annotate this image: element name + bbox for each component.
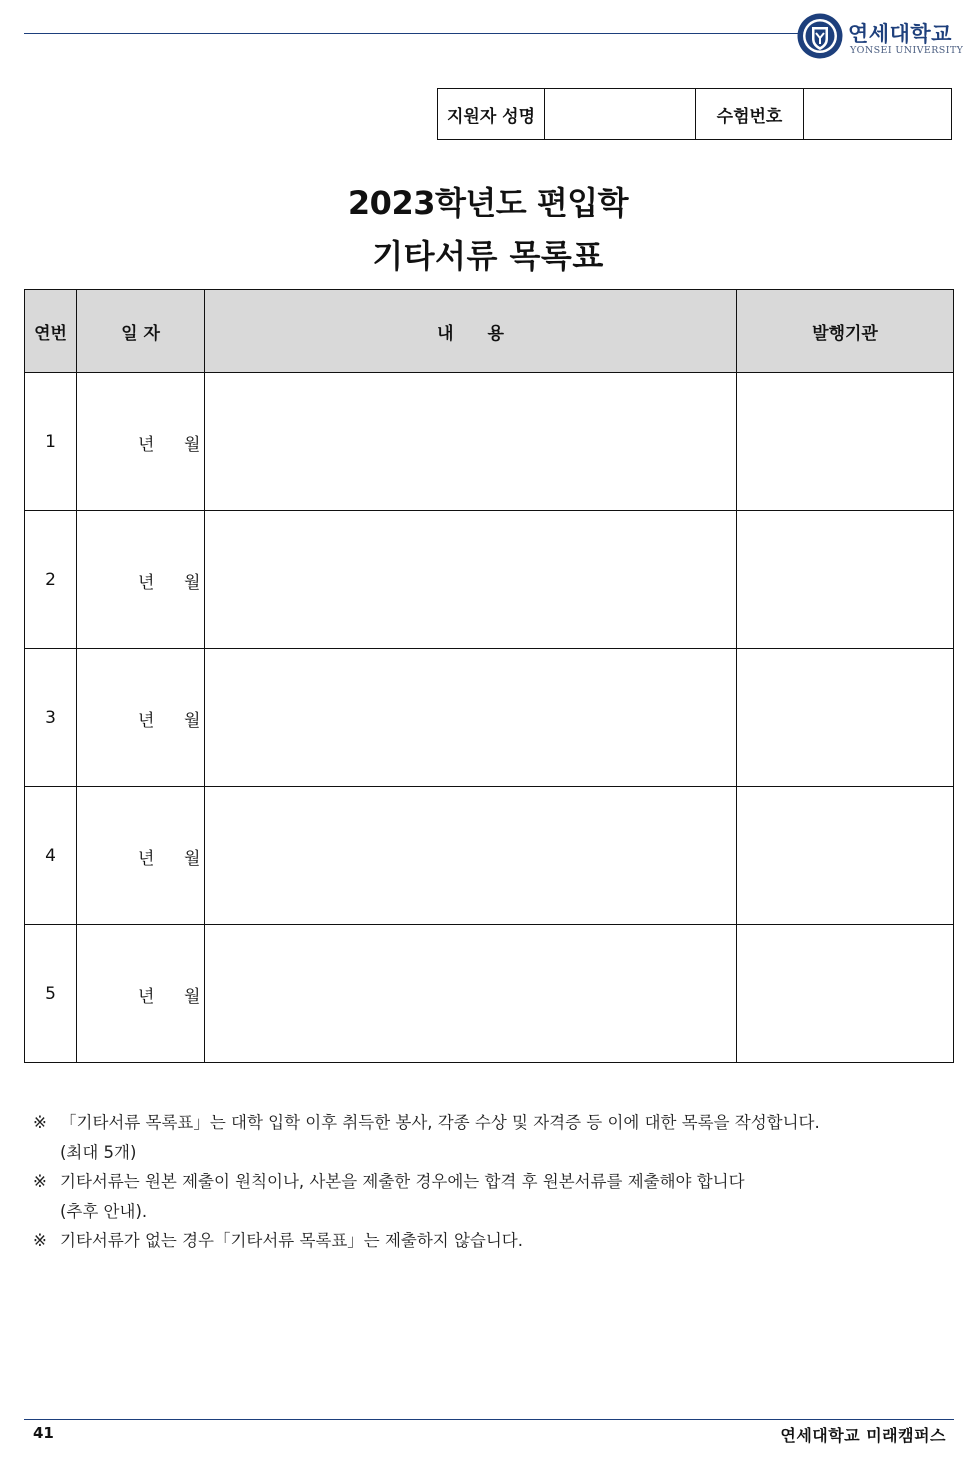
applicant-name-field[interactable] [545, 89, 696, 140]
year-label: 년 [138, 848, 155, 869]
year-label: 년 [138, 710, 155, 731]
month-label: 월 [184, 986, 201, 1007]
month-label: 월 [184, 710, 201, 731]
table-row [25, 649, 954, 787]
year-label: 년 [138, 434, 155, 455]
content-cell[interactable] [205, 649, 737, 787]
note-item [33, 1226, 943, 1256]
month-label: 월 [184, 572, 201, 593]
page-title: 2023학년도 편입학 [347, 184, 629, 222]
month-label: 월 [184, 848, 201, 869]
content-cell[interactable] [205, 925, 737, 1063]
footer-campus-name: 연세대학교 미래캠퍼스 [780, 1426, 946, 1445]
university-emblem-icon [796, 12, 844, 60]
content-cell[interactable] [205, 787, 737, 925]
header-rule [24, 33, 800, 34]
date-cell[interactable] [77, 511, 205, 649]
applicant-info-table [437, 88, 952, 140]
issuer-cell[interactable] [737, 925, 954, 1063]
document-list-table [24, 289, 954, 1063]
content-cell[interactable] [205, 511, 737, 649]
content-cell[interactable] [205, 373, 737, 511]
table-row [25, 373, 954, 511]
table-row [25, 787, 954, 925]
header-no: 연번 [25, 290, 77, 373]
year-label: 년 [138, 986, 155, 1007]
date-cell[interactable] [77, 373, 205, 511]
logo-english-name: YONSEI UNIVERSITY [850, 45, 964, 56]
header-issuer: 발행기관 [737, 290, 954, 373]
date-cell[interactable] [77, 787, 205, 925]
reference-mark-icon: ※ [33, 1231, 47, 1250]
exam-number-field[interactable] [804, 89, 952, 140]
page-number: 41 [33, 1424, 54, 1442]
date-cell[interactable] [77, 925, 205, 1063]
month-label: 월 [184, 434, 201, 455]
note-item [33, 1108, 943, 1167]
exam-number-label: 수험번호 [696, 89, 804, 140]
table-row [25, 511, 954, 649]
row-number: 1 [25, 373, 77, 511]
note-text: 기타서류는 원본 제출이 원칙이나, 사본을 제출한 경우에는 합격 후 원본서류를 제출해야 합니다 [60, 1172, 745, 1191]
note-continuation: (최대 5개) [60, 1142, 137, 1162]
year-label: 년 [138, 572, 155, 593]
note-text: 「기타서류 목록표」는 대학 입학 이후 취득한 봉사, 각종 수상 및 자격증 등 이에 대한 목록을 작성합니다. [60, 1113, 820, 1132]
logo-name: 연세대학교 [848, 22, 952, 46]
row-number: 5 [25, 925, 77, 1063]
table-row [25, 925, 954, 1063]
note-item [33, 1167, 943, 1226]
notes-section [33, 1108, 943, 1256]
issuer-cell[interactable] [737, 787, 954, 925]
footer-rule [24, 1419, 954, 1420]
date-cell[interactable] [77, 649, 205, 787]
issuer-cell[interactable] [737, 649, 954, 787]
page-subtitle: 기타서류 목록표 [372, 237, 604, 275]
header-date: 일 자 [77, 290, 205, 373]
issuer-cell[interactable] [737, 511, 954, 649]
reference-mark-icon: ※ [33, 1172, 47, 1191]
row-number: 3 [25, 649, 77, 787]
note-text: 기타서류가 없는 경우「기타서류 목록표」는 제출하지 않습니다. [60, 1231, 523, 1250]
row-number: 2 [25, 511, 77, 649]
row-number: 4 [25, 787, 77, 925]
header-content: 내 용 [205, 290, 737, 373]
university-logo [796, 12, 964, 60]
note-continuation: (추후 안내). [60, 1201, 148, 1221]
applicant-name-label: 지원자 성명 [438, 89, 545, 140]
reference-mark-icon: ※ [33, 1113, 47, 1132]
issuer-cell[interactable] [737, 373, 954, 511]
table-header-row [25, 290, 954, 373]
